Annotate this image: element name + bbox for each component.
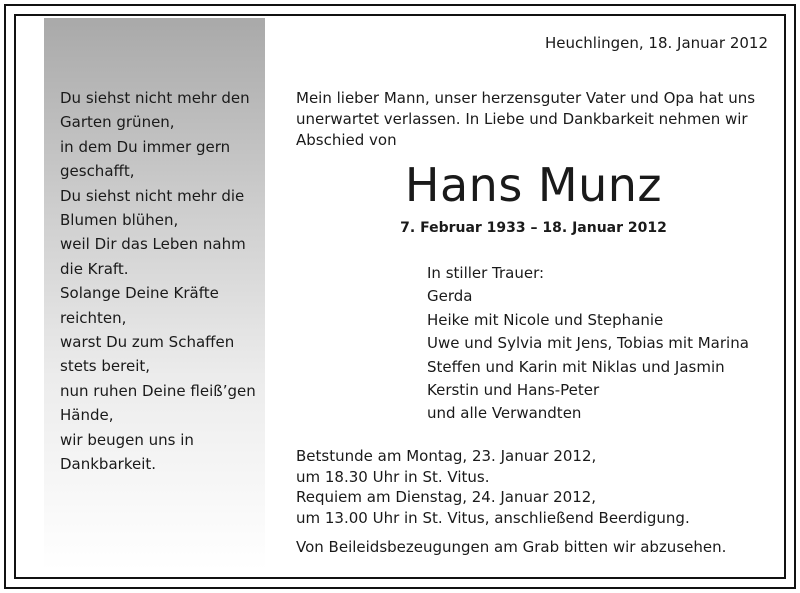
place-date: Heuchlingen, 18. Januar 2012 (545, 34, 768, 52)
intro-line: unerwartet verlassen. In Liebe und Dankbarkeit nehmen wir (296, 110, 748, 128)
deceased-name: Hans Munz (404, 158, 663, 212)
closing-note: Von Beileidsbezeugungen am Grab bitten wir abzusehen. (296, 538, 727, 556)
mourners-list (427, 262, 749, 426)
intro-text (296, 88, 771, 151)
mourners-line: Gerda (427, 287, 473, 306)
poem-line: stets bereit, (60, 357, 151, 376)
intro-line: Mein lieber Mann, unser herzensguter Vater und Opa hat uns (296, 89, 756, 107)
mourners-line: Steffen und Karin mit Niklas und Jasmin (427, 357, 725, 376)
poem (60, 86, 260, 477)
mourners-line: Uwe und Sylvia mit Jens, Tobias mit Marina (427, 334, 749, 353)
service-info (296, 446, 690, 528)
service-line: Betstunde am Montag, 23. Januar 2012, (296, 447, 597, 465)
service-line: um 13.00 Uhr in St. Vitus, anschließend Beerdigung. (296, 508, 690, 527)
poem-line: warst Du zum Schaffen (60, 333, 235, 352)
mourners-line: Heike mit Nicole und Stephanie (427, 310, 664, 329)
poem-line: Dankbarkeit. (60, 455, 157, 474)
mourners-line: und alle Verwandten (427, 404, 582, 423)
mourners-line: Kerstin und Hans-Peter (427, 381, 600, 400)
poem-line: Du siehst nicht mehr die (60, 186, 245, 205)
service-line: um 18.30 Uhr in St. Vitus. (296, 467, 490, 486)
poem-line: die Kraft. (60, 259, 129, 278)
poem-line: geschafft, (60, 162, 135, 181)
life-dates: 7. Februar 1933 – 18. Januar 2012 (400, 220, 667, 236)
poem-line: Blumen blühen, (60, 211, 179, 230)
poem-line: reichten, (60, 308, 127, 327)
service-line: Requiem am Dienstag, 24. Januar 2012, (296, 488, 597, 507)
poem-line: Du siehst nicht mehr den (60, 89, 250, 107)
poem-line: in dem Du immer gern (60, 137, 231, 156)
poem-line: Solange Deine Kräfte (60, 284, 219, 303)
poem-line: nun ruhen Deine fleiß’gen (60, 381, 256, 400)
mourners-line: In stiller Trauer: (427, 264, 545, 282)
poem-line: Garten grünen, (60, 113, 175, 132)
poem-line: weil Dir das Leben nahm (60, 235, 246, 254)
intro-line: Abschied von (296, 131, 397, 149)
poem-line: Hände, (60, 406, 114, 425)
poem-line: wir beugen uns in (60, 430, 194, 449)
